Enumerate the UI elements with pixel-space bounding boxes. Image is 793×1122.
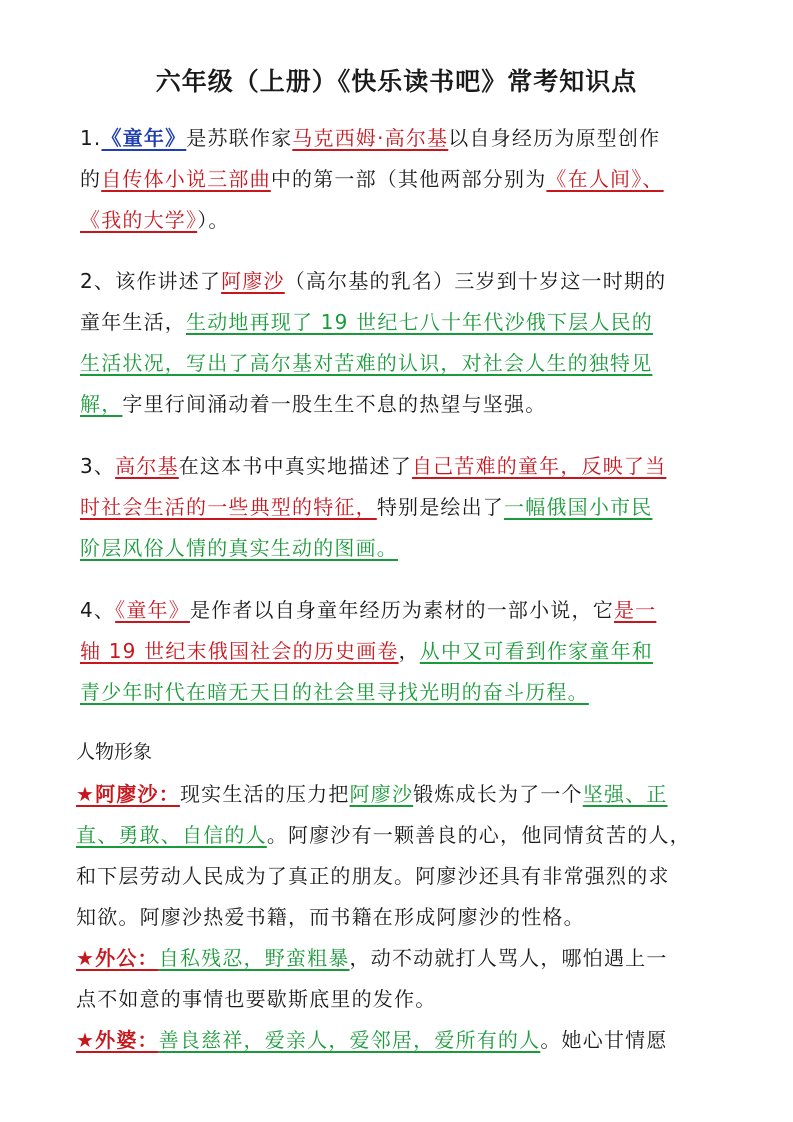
text-line [80,590,720,631]
text-segment: 中的第一部（其他两部分别为 [270,167,547,191]
text-segment: 1. [80,126,102,150]
highlighted-text: 时社会生活的一些典型的特征， [80,495,377,519]
text-segment: （高尔基的乳名）三岁到十岁这一时期的 [284,269,667,293]
highlighted-text: 坚强、正 [582,782,668,806]
text-segment: 童年生活， [80,310,186,334]
text-segment: 4、 [80,598,116,622]
text-segment: 在这本书中真实地描述了 [178,454,412,478]
text-segment: 3、 [80,454,116,478]
text-segment: 锻炼成长为了一个 [413,782,583,806]
highlighted-text: 一幅俄国小市民 [504,495,653,519]
text-line [80,528,720,569]
text-segment: ）。 [197,208,230,232]
paragraph-4 [80,590,720,713]
highlighted-text: 自私残忍，野蛮粗暴 [158,946,350,970]
text-segment: 以自身经历为原型创作 [448,126,661,150]
text-segment: 。她心甘情愿 [540,1028,668,1052]
text-line [76,938,726,979]
highlighted-text: 青少年时代在暗无天日的社会里寻找光明的奋斗历程。 [80,680,589,704]
text-segment: 字里行间涌动着一股生生不息的热望与坚强。 [122,392,547,416]
text-segment: 。阿廖沙有一颗善良的心，他同情贫苦的人， [266,823,691,847]
text-line [80,261,720,302]
text-line [80,487,720,528]
text-segment: 特别是绘出了 [376,495,505,519]
text-line [76,1020,726,1061]
highlighted-text: 《童年》 [101,126,187,150]
paragraph-1 [80,118,720,241]
text-line [80,343,720,384]
section-heading-characters: 人物形象 [76,741,153,763]
text-line [80,159,720,200]
highlighted-text: 善良慈祥，爱亲人，爱邻居，爱所有的人 [158,1028,541,1052]
highlighted-text: 自己苦难的童年，反映了当 [411,454,667,478]
paragraph-3 [80,446,720,569]
text-line [80,302,720,343]
text-segment: 是作者以自身童年经历为素材的一部小说，它 [189,598,614,622]
highlighted-text: 生动地再现了 19 世纪七八十年代沙俄下层人民的 [186,310,653,334]
page-title: 六年级（上册）《快乐读书吧》常考知识点 [155,67,638,96]
highlighted-text: ★外公： [76,946,159,970]
highlighted-text: ★外婆： [76,1028,159,1052]
highlighted-text: 从中又可看到作家童年和 [419,639,653,663]
highlighted-text: 高尔基 [115,454,179,478]
highlighted-text: 轴 19 世纪末俄国社会的历史画卷 [80,639,399,663]
highlighted-text: ★阿廖沙： [76,782,180,806]
text-segment: 的 [80,167,102,191]
text-segment: 是苏联作家 [186,126,293,150]
text-line [76,774,726,815]
highlighted-text: 自传体小说三部曲 [101,167,271,191]
highlighted-text: 《童年》 [115,598,190,622]
highlighted-text: 阿廖沙 [349,782,414,806]
text-line [80,672,720,713]
highlighted-text: 解， [80,392,123,416]
text-line [80,446,720,487]
highlighted-text: 马克西姆·高尔基 [292,126,449,150]
text-line [76,856,726,897]
highlighted-text: 《我的大学》 [80,208,198,232]
highlighted-text: 阶层风俗人情的真实生动的图画。 [80,536,398,560]
text-segment: 2、该作讲述了 [80,269,222,293]
text-line [80,631,720,672]
text-line [76,815,726,856]
text-segment: 点不如意的事情也要歇斯底里的发作。 [76,987,437,1011]
text-line [80,200,720,241]
highlighted-text: 《在人间》、 [546,167,664,191]
text-line [80,118,720,159]
highlighted-text: 生活状况，写出了高尔基对苦难的认识，对社会人生的独特见 [80,351,653,375]
highlighted-text: 是一 [613,598,657,622]
character-descriptions [76,774,726,1061]
text-line [76,897,726,938]
highlighted-text: 直、勇敢、自信的人 [76,823,267,847]
text-segment: 知欲。阿廖沙热爱书籍，而书籍在形成阿廖沙的性格。 [76,905,585,929]
text-segment: ， [398,639,420,663]
text-line [76,979,726,1020]
text-segment: 现实生活的压力把 [179,782,350,806]
paragraph-2 [80,261,720,425]
text-segment: ，动不动就打人骂人，哪怕遇上一 [349,946,668,970]
highlighted-text: 阿廖沙 [221,269,285,293]
text-line [80,384,720,425]
text-segment: 和下层劳动人民成为了真正的朋友。阿廖沙还具有非常强烈的求 [76,864,670,888]
